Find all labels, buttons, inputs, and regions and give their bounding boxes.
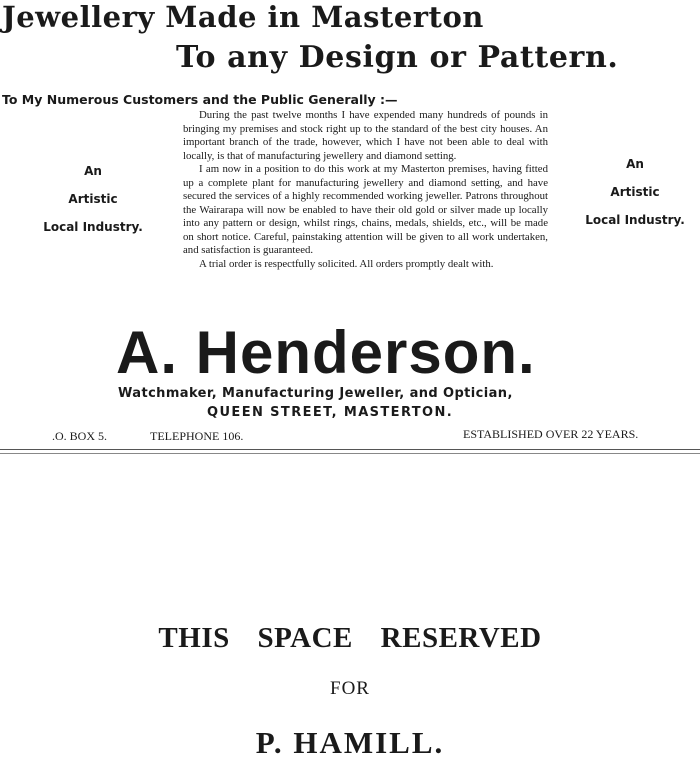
side-right-line: Local Industry.: [585, 213, 685, 227]
merchant-address: QUEEN STREET, MASTERTON.: [207, 405, 454, 420]
headline-design: To any Design or Pattern.: [176, 40, 619, 75]
side-caption-right: [565, 150, 700, 234]
merchant-name: A. Henderson.: [116, 319, 536, 386]
side-right-line: An: [626, 157, 644, 171]
reserved-for: FOR: [330, 678, 370, 699]
side-caption-left: [18, 157, 168, 241]
established-note: ESTABLISHED OVER 22 YEARS.: [463, 427, 639, 441]
telephone: TELEPHONE 106.: [150, 429, 244, 443]
reserved-advertiser-name: P. HAMILL.: [255, 725, 445, 760]
side-right-line: Artistic: [610, 185, 660, 199]
side-left-line: An: [84, 164, 102, 178]
body-paragraph: A trial order is respectfully solicited. All orders promptly dealt with.: [199, 257, 494, 270]
reserved-space-heading: THIS SPACE RESERVED: [158, 622, 542, 654]
divider-rule: [0, 453, 700, 454]
body-paragraph: During the past twelve months I have expended many hundreds of pounds in bringing my premises and stock right up to the standard of the best city houses. An important branch of the trade, however, which I have not been able to deal with locally, is that of manufacturing jewellery and diamond setting.: [183, 109, 548, 162]
side-left-line: Local Industry.: [43, 220, 143, 234]
advertisement-body: [183, 109, 548, 271]
salutation: To My Numerous Customers and the Public Generally :—: [2, 92, 398, 107]
side-left-line: Artistic: [68, 192, 118, 206]
divider-rule: [0, 449, 700, 450]
trade-description: Watchmaker, Manufacturing Jeweller, and Optician,: [118, 386, 513, 401]
po-box: .O. BOX 5.: [52, 429, 108, 443]
body-paragraph: I am now in a position to do this work at my Masterton premises, having fitted up a complete plant for manufacturing jewellery and diamond setting, and have secured the services of a highly recommended working jeweller. Patrons throughout the Wairarapa will now be enabled to have their old gold or silver made up locally into any pattern or design, whilst rings, chains, medals, shields, etc., will be made on short notice. Careful, painstaking attention will be given to all work undertaken, and satisfaction is guaranteed.: [183, 163, 548, 256]
headline-jewellery: Jewellery Made in Masterton: [2, 0, 484, 34]
